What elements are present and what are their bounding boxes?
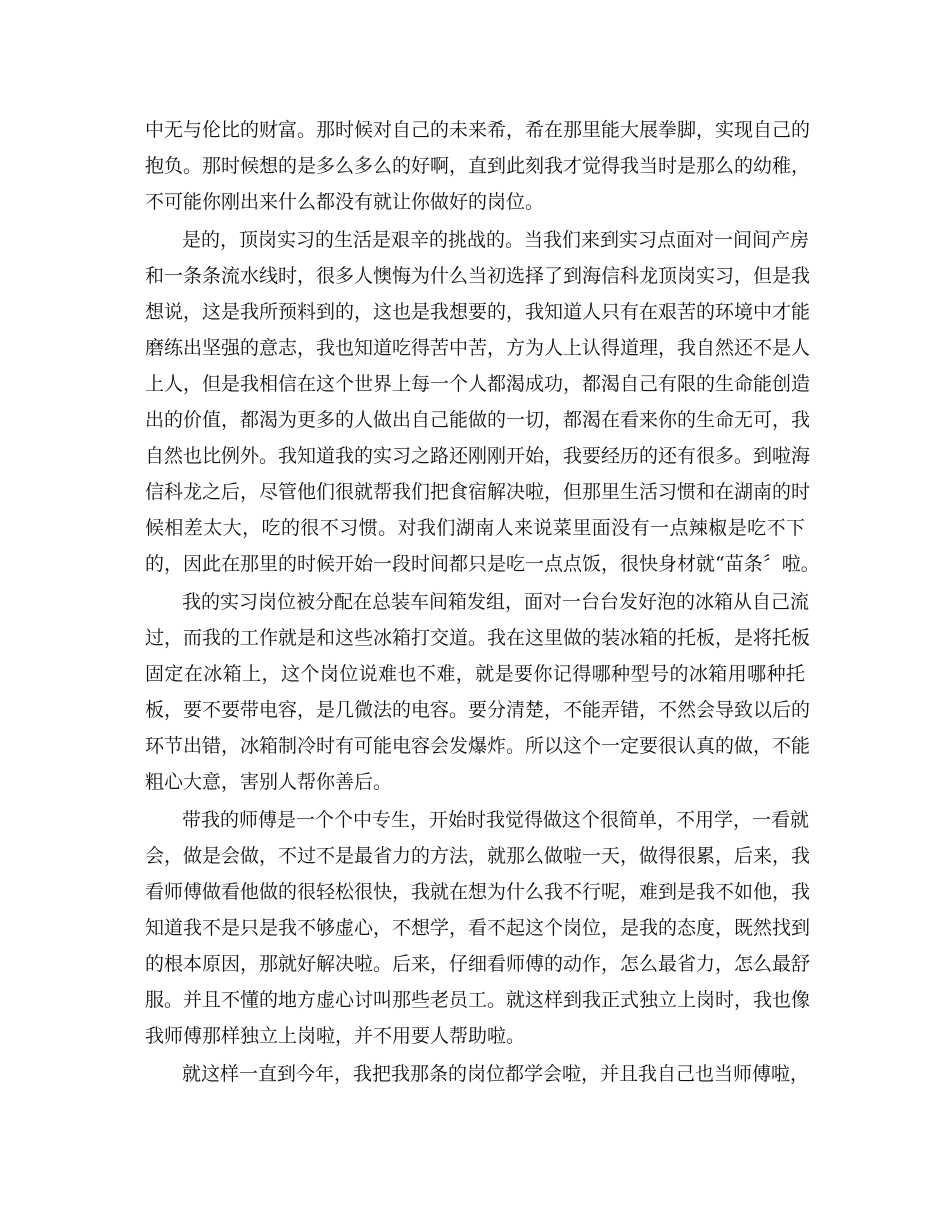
paragraph-start-line: 就这样一直到今年，我把我那条的岗位都学会啦，并且我自己也当师傅啦， [182,1063,810,1085]
text-line: 想说，这是我所预料到的，这也是我想要的，我知道人只有在艰苦的环境中才能 [145,301,811,323]
text-line: 抱负。那时候想的是多么多么的好啊，直到此刻我才觉得我当时是那么的幼稚， [145,155,811,177]
text-line: 固定在冰箱上，这个岗位说难也不难，就是要你记得哪种型号的冰箱用哪种托 [145,663,805,685]
paragraph-start-line: 是的，顶岗实习的生活是艰辛的挑战的。当我们来到实习点面对一间间产房 [182,229,810,251]
text-line: 自然也比例外。我知道我的实习之路还刚刚开始，我要经历的还有很多。到啦海 [145,445,811,467]
text-line: 信科龙之后，尽管他们很就帮我们把食宿解决啦，但那里生活习惯和在湖南的时 [145,481,811,503]
text-line: 环节出错，冰箱制冷时有可能电容会发爆炸。所以这个一定要很认真的做，不能 [145,735,811,757]
text-line: 磨练出坚强的意志，我也知道吃得苦中苦，方为人上认得道理，我自然还不是人 [145,337,811,359]
text-line: 候相差太大，吃的很不习惯。对我们湖南人来说菜里面没有一点辣椒是吃不下 [145,517,805,539]
text-line: 粗心大意，害别人帮你善后。 [145,771,393,793]
paragraph-start-line: 带我的师傅是一个个中专生，开始时我觉得做这个很简单，不用学，一看就 [182,809,810,831]
paragraph-start-line: 我的实习岗位被分配在总装车间箱发组，面对一台台发好泡的冰箱从自己流 [182,591,810,613]
text-line: 服。并且不懂的地方虚心讨叫那些老员工。就这样到我正式独立上岗时，我也像 [145,989,811,1011]
text-line: 知道我不是只是我不够虚心，不想学，看不起这个岗位，是我的态度，既然找到 [145,917,811,939]
text-line: 和一条条流水线时，很多人懊悔为什么当初选择了到海信科龙顶岗实习，但是我 [145,265,811,287]
text-line: 出的价值，都渴为更多的人做出自己能做的一切，都渴在看来你的生命无可，我 [145,409,811,431]
text-line: 看师傅做看他做的很轻松很快，我就在想为什么我不行呢，难到是我不如他，我 [145,881,811,903]
text-line: 上人，但是我相信在这个世界上每一个人都渴成功，都渴自己有限的生命能创造 [145,373,811,395]
text-line: 的，因此在那里的时候开始一段时间都只是吃一点点饭，很快身材就“苗条〞啦。 [145,553,820,575]
text-line: 的根本原因，那就好解决啦。后来，仔细看师傅的动作，怎么最省力，怎么最舒 [145,953,811,975]
text-line: 过，而我的工作就是和这些冰箱打交道。我在这里做的装冰箱的托板，是将托板 [145,627,811,649]
text-line: 我师傅那样独立上岗啦，并不用要人帮助啦。 [145,1025,526,1047]
text-line: 会，做是会做，不过不是最省力的方法，就那么做啦一天，做得很累，后来，我 [145,845,811,867]
text-line: 不可能你刚出来什么都没有就让你做好的岗位。 [145,191,545,213]
text-line: 中无与伦比的财富。那时候对自己的未来希，希在那里能大展拳脚，实现自己的 [145,119,811,141]
text-line: 板，要不要带电容，是几微法的电容。要分清楚，不能弄错，不然会导致以后的 [145,699,811,721]
